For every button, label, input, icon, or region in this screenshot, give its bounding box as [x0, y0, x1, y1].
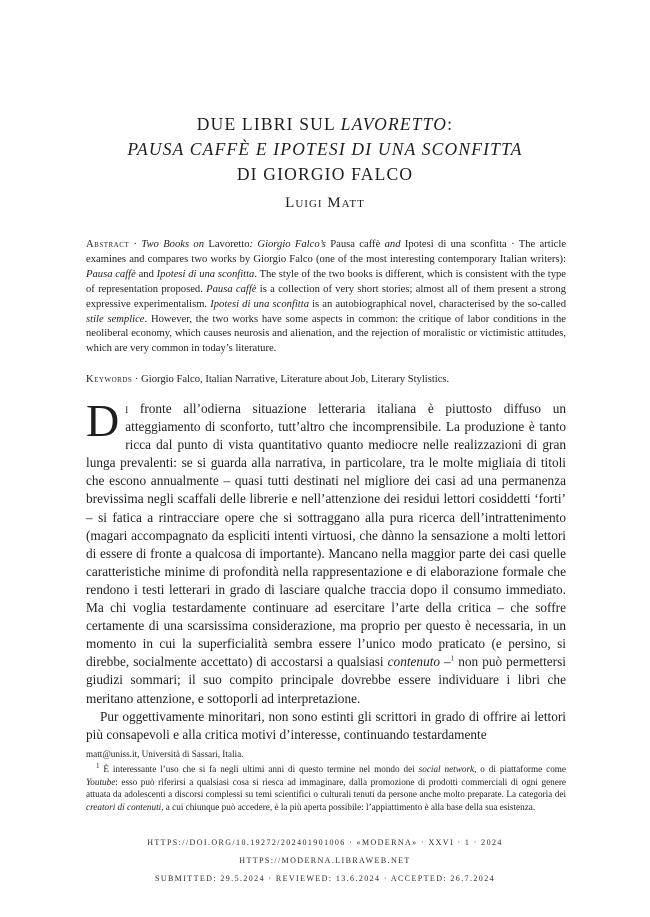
doi-line[interactable]: HTTPS://DOI.ORG/10.19272/202401901006 · «MODERNA» · XXVI · 1 · 2024 — [147, 838, 503, 847]
abstract-title: and — [380, 239, 405, 250]
abstract-label: Abstract — [86, 239, 130, 250]
article-title — [60, 112, 590, 187]
title-line-3: DI GIORGIO FALCO — [236, 164, 414, 184]
title-text: DUE LIBRI SUL — [196, 114, 341, 134]
abstract-title: Lavoretto — [208, 239, 250, 250]
abstract-italic: Pausa caffè — [206, 283, 257, 295]
abstract-italic: Ipotesi di una sconfitta — [156, 268, 255, 280]
body-text: fronte all’odierna situazione letteraria italiana è piuttosto diffuso un atteggiamento di sconforto, tutt’altro che incomprensibile. La produzione è tanto ricca dal punto di vista quantitativo quanto mediocre nelle realizzazioni di gran lunga prevalenti: se si guarda alla narrativa, in particolare, tra le molte migliaia di titoli che escono annualmente – quasi tutti destinati nel migliore dei casi ad una permanenza brevissima negli scaffali delle librerie e nell’attenzione dei residui lettori cosiddetti ‘forti’ – si fatica a rintracciare opere che si sottraggano alla pura ricerca dell’intrattenimento (magari accompagnato da espliciti intenti virtuosi, che dànno la sensazione a molti lettori di essere di fronte a qualcosa di importante). Mancano nella maggior parte dei casi quelle caratteristiche minime di profondità nella rappresentazione e di elaborazione formale che rendono i testi letterari in grado di lasciare qualche traccia dopo il consumo immediato. Ma chi voglia testardamente continuare ad esercitare l’arte della critica – che soffre certamente di una scarsissima considerazione, ma proprio per questo è necessaria, in un momento in cui la superficialità sembra essere l’unico modo praticato (e persino, si direbbe, socialmente accettato) di accostarsi a qualsiasi — [86, 401, 566, 670]
footnote-text: , a cui chiunque può accedere, è la più aperta possibile: l’appiattimento è alla base della sua esistenza. — [161, 801, 536, 812]
drop-cap: D — [86, 395, 120, 446]
footnote-text: , o di piattaforme come — [474, 764, 567, 775]
abstract-italic: Ipotesi di una sconfitta — [210, 298, 309, 310]
footnotes — [86, 748, 566, 813]
abstract — [86, 238, 566, 357]
article-body — [86, 395, 566, 744]
footnote-ref[interactable]: 1 — [450, 654, 455, 663]
footnote-italic: Youtube — [86, 776, 116, 787]
abstract-italic: Pausa caffè — [86, 268, 136, 280]
abstract-title: Two Books on — [141, 239, 209, 250]
title-line-1 — [60, 112, 590, 137]
footnote-1 — [86, 763, 566, 813]
body-italic: contenuto — [387, 654, 441, 670]
author-name: Luigi Matt — [285, 195, 365, 211]
title-colon: : — [447, 114, 454, 134]
title-book-1: PAUSA CAFFÈ — [127, 139, 251, 159]
body-paragraph: Pur oggettivamente minoritari, non sono estinti gli scrittori in grado di offrire ai lettori più consapevoli e alla critica motivi d’interesse, continuando testardamente — [86, 708, 566, 742]
footnote-number: 1 — [96, 762, 100, 771]
footnote-italic: creatori di contenuti — [86, 801, 162, 812]
abstract-italic: stile semplice — [86, 313, 145, 325]
abstract-text: . The style of the two books is different, which is consistent with the type of representation proposed. — [86, 268, 567, 295]
abstract-text: is an autobiographical novel, characterised by the so-called — [309, 298, 566, 310]
keywords-label: Keywords — [86, 374, 133, 385]
separator: · — [506, 239, 519, 250]
separator: · — [132, 374, 142, 385]
journal-url[interactable]: HTTPS://MODERNA.LIBRAWEB.NET — [239, 856, 411, 865]
title-line-2 — [60, 137, 590, 162]
keywords-text: Giorgio Falco, Italian Narrative, Literature about Job, Literary Stylistics. — [141, 374, 450, 385]
footnote-text: : esso può riferirsi a qualsiasi cosa si riesca ad immaginare, dalla promozione di prodotti commerciali di ogni genere attuata da adolescenti a discorsi complessi su temi scientifici o culturali tenuti da persone anche molto preparate. La categoria dei — [86, 776, 566, 800]
author-affiliation: matt@uniss.it, Università di Sassari, Italia. — [86, 749, 244, 759]
footnote-text: È interessante l’uso che si fa negli ultimi anni di questo termine nel mondo dei — [99, 764, 419, 775]
title-italic: LAVORETTO — [340, 114, 448, 134]
separator: · — [129, 239, 142, 250]
abstract-title: Pausa caffè — [330, 239, 381, 250]
abstract-text: The article examines and compares two works by Giorgio Falco (one of the most interesting contemporary Italian writers): — [86, 239, 567, 265]
abstract-title: : Giorgio Falco’s — [249, 239, 331, 250]
body-paragraph — [86, 395, 566, 708]
title-book-2: IPOTESI DI UNA SCONFITTA — [273, 139, 523, 159]
abstract-text: is a collection of very short stories; almost all of them present a strong expressive experimentalism. — [86, 283, 566, 310]
keywords — [86, 373, 566, 388]
abstract-text: . However, the two works have some aspects in common: the critique of labor conditions in the neoliberal economy, which causes neurosis and alienation, and the rejection of moralistic or victimistic attitudes, which are very common in today’s literature. — [86, 313, 566, 355]
footnote-italic: social network — [418, 764, 475, 775]
submission-dates: SUBMITTED: 29.5.2024 · REVIEWED: 13.6.2024 · ACCEPTED: 26.7.2024 — [154, 874, 496, 883]
abstract-title: Ipotesi di una sconfitta — [404, 239, 507, 250]
body-text: – — [440, 654, 451, 670]
body-text: non può permettersi giudizi sommari; il suo compito principale dovrebbe essere individuare i libri che meritano attenzione, e sottoporli ad interpretazione. — [86, 654, 566, 706]
first-word: i — [125, 401, 129, 416]
abstract-text: and — [135, 268, 157, 280]
title-conjunction: E — [250, 139, 274, 159]
